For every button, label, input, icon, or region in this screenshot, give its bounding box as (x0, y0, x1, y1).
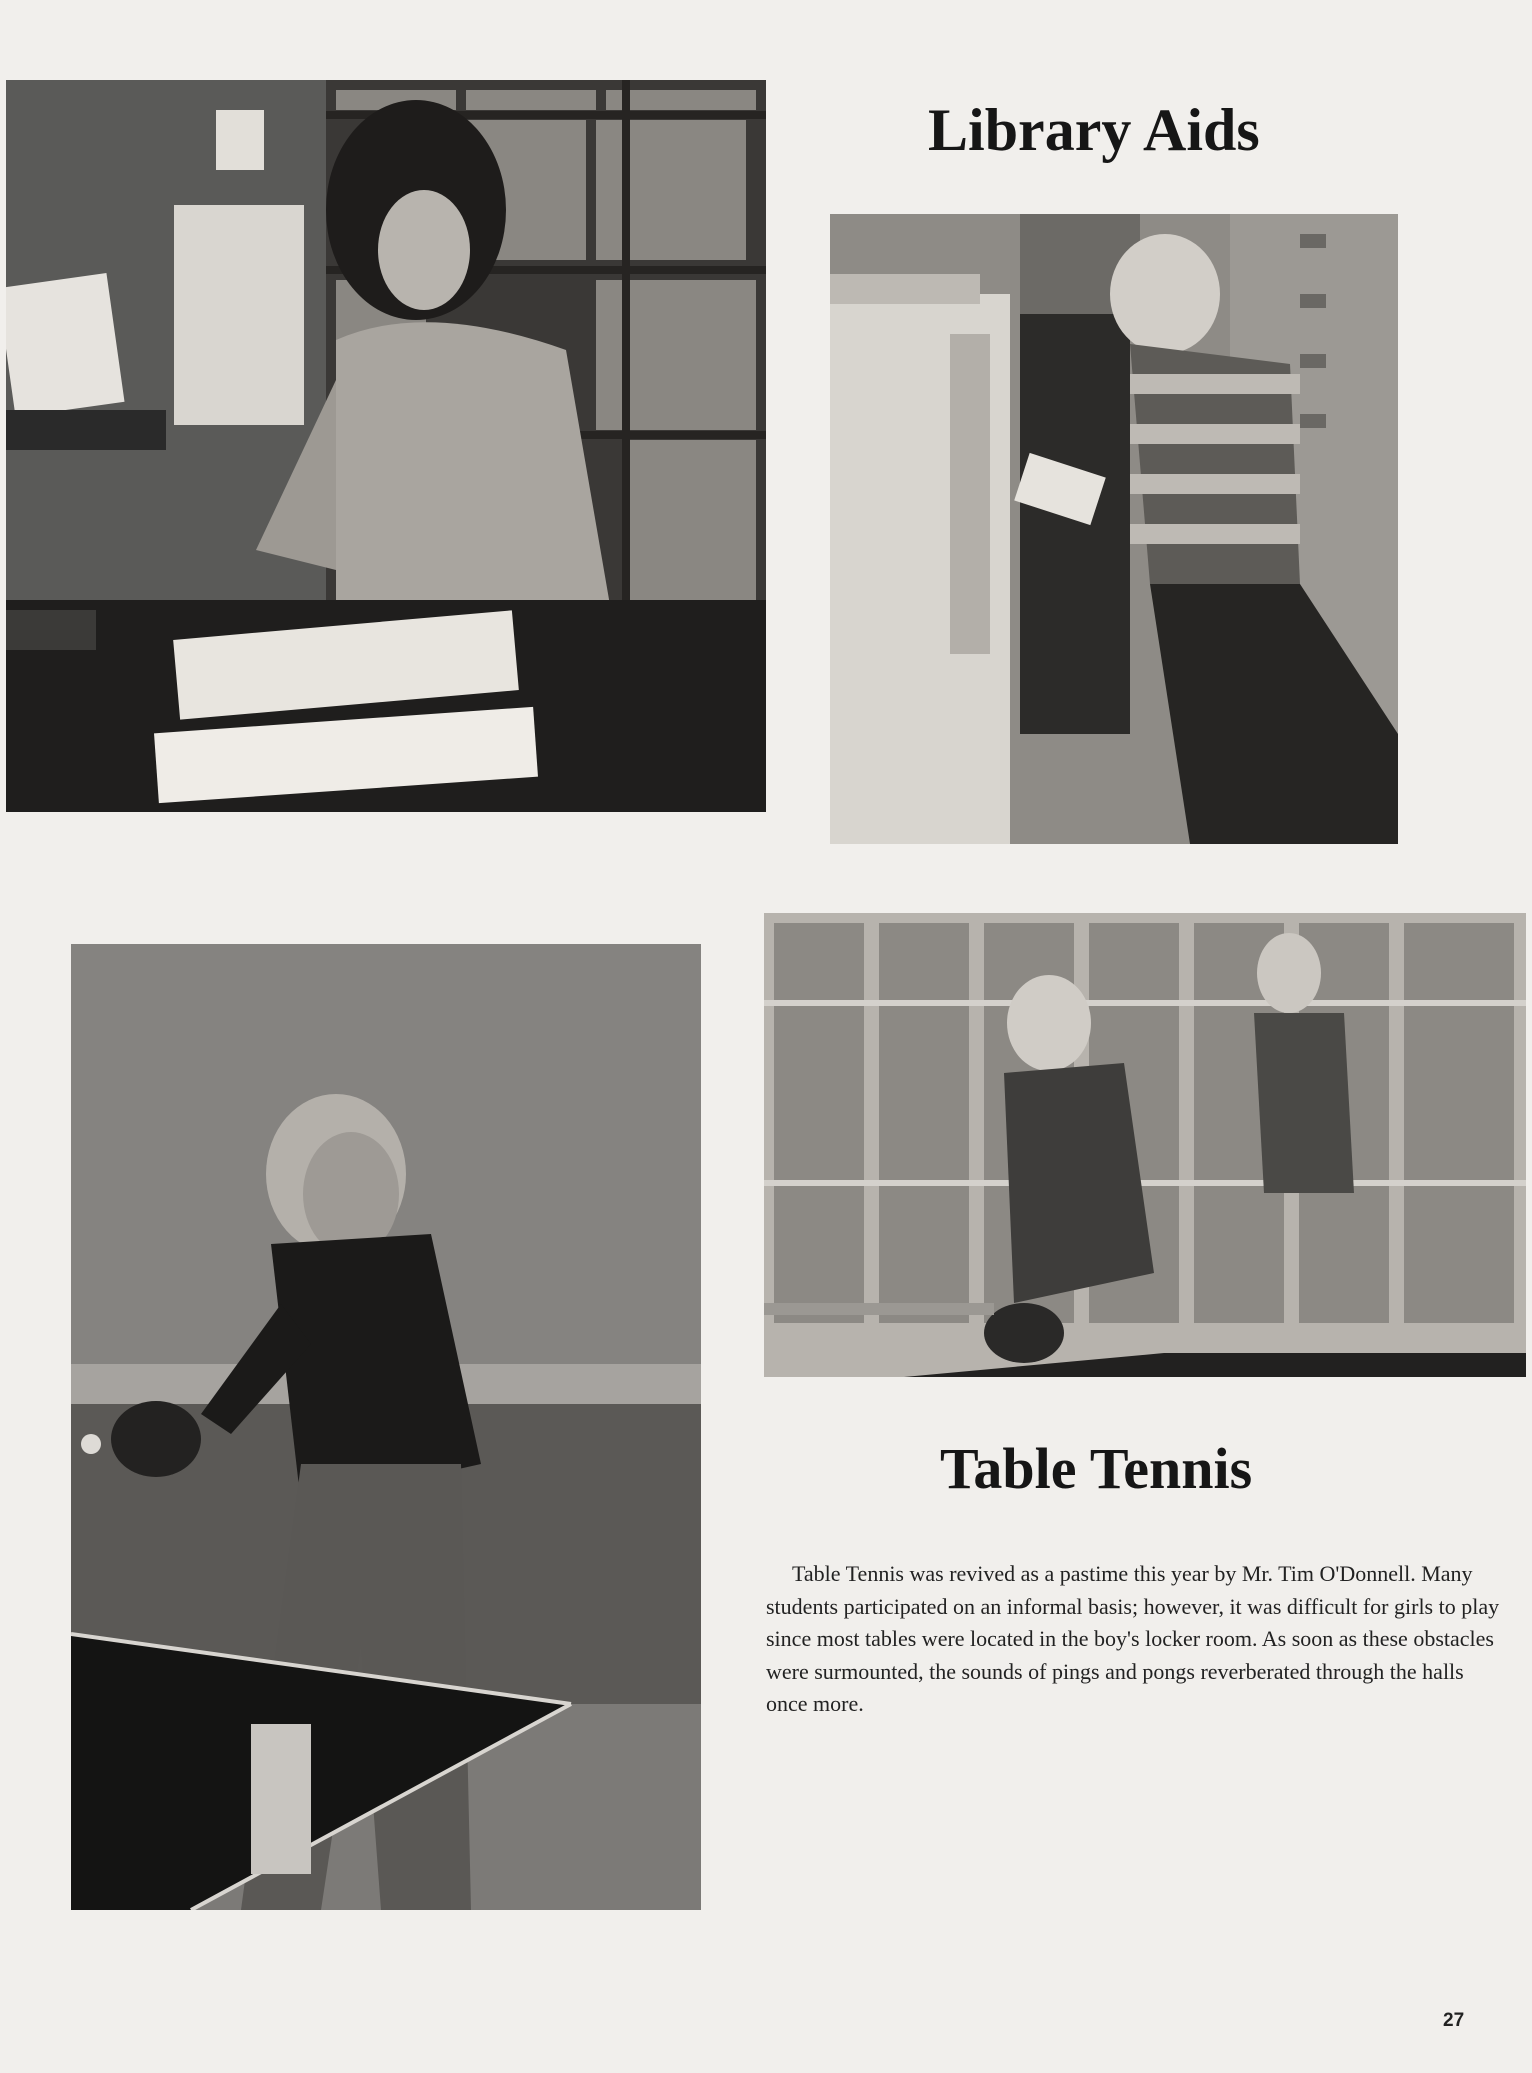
page-number: 27 (1443, 2010, 1465, 2031)
photo-library-desk (6, 80, 766, 812)
photo-locker-room-game (764, 913, 1526, 1377)
table-tennis-heading: Table Tennis (940, 1436, 1253, 1501)
table-tennis-article: Table Tennis was revived as a pastime this year by Mr. Tim O'Donnell. Many students participated on an informal basis; however, it was difficult for girls to play since most tables were located in the boy's locker room. As soon as these obstacles were surmounted, the sounds of pings and pongs reverberated through the halls once more. (766, 1561, 1500, 1716)
photo-table-tennis-player (71, 944, 701, 1910)
photo-library-shelving (830, 214, 1398, 844)
library-aids-heading: Library Aids (928, 97, 1260, 163)
